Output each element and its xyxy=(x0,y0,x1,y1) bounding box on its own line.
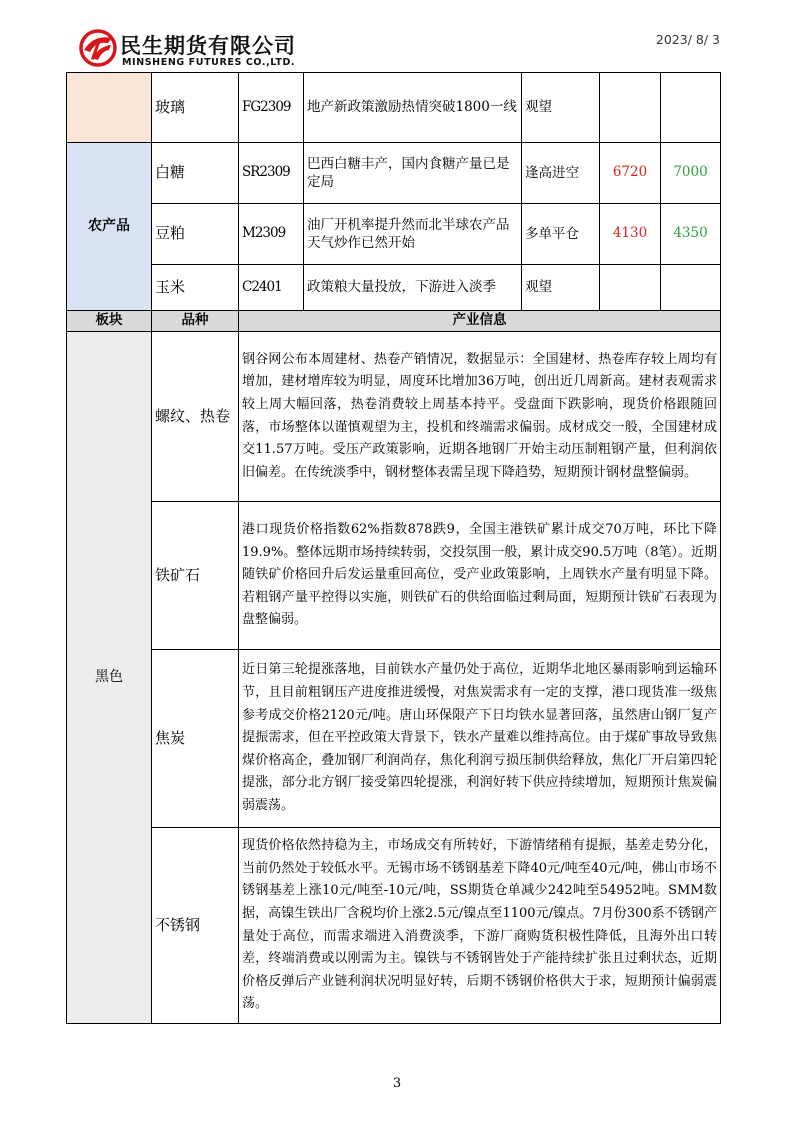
futures-table xyxy=(66,72,721,1024)
info-table-header xyxy=(67,311,721,332)
contract-code: M2309 xyxy=(239,204,304,265)
entry-price xyxy=(600,73,661,143)
variety-cell: 白糖 xyxy=(152,143,239,204)
report-date: 2023/ 8/ 3 xyxy=(655,32,720,47)
variety-cell: 焦炭 xyxy=(152,650,239,828)
variety-cell: 螺纹、热卷 xyxy=(152,332,239,502)
sector-cell-agri: 农产品 xyxy=(67,143,152,311)
industry-info-cell: 钢谷网公布本周建材、热卷产销情况，数据显示：全国建材、热卷库存较上周均有增加，建材增库较为明显，周度环比增加36万吨，创出近几周新高。建材表观需求较上周大幅回落，热卷消费较上周基本持平。受盘面下跌影响，现货价格跟随回落，市场整体以谨慎观望为主，投机和终端需求偏弱。成材成交一般，全国建材成交11.57万吨。受压产政策影响，近期各地钢厂开始主动压制粗钢产量，但利润依旧偏差。在传统淡季中，钢材整体表需呈现下降趋势，短期预计钢材盘整偏弱。 xyxy=(239,332,721,502)
page-header xyxy=(78,26,720,72)
strategy-cell: 多单平仓 xyxy=(522,204,600,265)
table-row xyxy=(67,73,721,143)
company-name-en: MINSHENG FUTURES CO.,LTD. xyxy=(122,57,296,68)
strategy-cell: 观望 xyxy=(522,265,600,311)
industry-info-cell: 近日第三轮提涨落地，目前铁水产量仍处于高位，近期华北地区暴雨影响到运输环节，且目前粗钢压产进度推进缓慢，对焦炭需求有一定的支撑，港口现货准一级焦参考成交价格2120元/吨。唐山环保限产下日均铁水显著回落，虽然唐山钢厂复产提振需求，但在平控政策大背景下，铁水产量难以维持高位。由于煤矿事故导致焦煤价格高企，叠加钢厂利润尚存，焦化利润亏损压制供给释放，焦化厂开启第四轮提涨，部分北方钢厂接受第四轮提涨，利润好转下供应持续增加，短期预计焦炭偏弱震荡。 xyxy=(239,650,721,828)
logic-cell: 地产新政策激励热情突破1800一线 xyxy=(304,73,522,143)
variety-cell: 不锈钢 xyxy=(152,828,239,1024)
page-number: 3 xyxy=(392,1076,402,1091)
variety-cell: 玉米 xyxy=(152,265,239,311)
contract-code: SR2309 xyxy=(239,143,304,204)
industry-info-cell: 现货价格依然持稳为主，市场成交有所转好，下游情绪稍有提振，基差走势分化，当前仍然处于较低水平。无锡市场不锈钢基差下降40元/吨至40元/吨，佛山市场不锈钢基差上涨10元/吨至-10元/吨，SS期货仓单减少242吨至54952吨。SMM数据，高镍生铁出厂含税均价上涨2.5元/镍点至1100元/镍点。7月份300系不锈钢产量处于高位，而需求端进入消费淡季，下游厂商购货积极性降低，且海外出口转差，终端消费或以刚需为主。镍铁与不锈钢皆处于产能持续扩张且过剩状态，近期价格反弹后产业链利润状况明显好转，后期不锈钢价格供大于求，短期预计偏弱震荡。 xyxy=(239,828,721,1024)
industry-info-cell: 港口现货价格指数62%指数878跌9，全国主港铁矿累计成交70万吨，环比下降19.9%。整体远期市场持续转弱，交投氛围一般，累计成交90.5万吨（8笔）。近期随铁矿价格回升后发运量重回高位，受产业政策影响，上周铁水产量有明显下降。若粗钢产量平控得以实施，则铁矿石的供给面临过剩局面，短期预计铁矿石表现为盘整偏弱。 xyxy=(239,502,721,650)
entry-price: 6720 xyxy=(600,143,661,204)
header-sector: 板块 xyxy=(67,311,152,332)
sector-cell-black: 黑色 xyxy=(67,332,152,1024)
header-variety: 品种 xyxy=(152,311,239,332)
contract-code: C2401 xyxy=(239,265,304,311)
company-name-cn: 民生期货有限公司 xyxy=(120,34,296,58)
strategy-cell: 逢高进空 xyxy=(522,143,600,204)
minsheng-logo-icon xyxy=(78,28,118,68)
target-price xyxy=(661,73,721,143)
logic-cell: 油厂开机率提升然而北半球农产品天气炒作已然开始 xyxy=(304,204,522,265)
entry-price: 4130 xyxy=(600,204,661,265)
header-info: 产业信息 xyxy=(239,311,721,332)
table-row xyxy=(67,502,721,650)
variety-cell: 玻璃 xyxy=(152,73,239,143)
table-row xyxy=(67,650,721,828)
table-row xyxy=(67,204,721,265)
variety-cell: 豆粕 xyxy=(152,204,239,265)
target-price: 4350 xyxy=(661,204,721,265)
target-price xyxy=(661,265,721,311)
table-row xyxy=(67,828,721,1024)
target-price: 7000 xyxy=(661,143,721,204)
entry-price xyxy=(600,265,661,311)
contract-code: FG2309 xyxy=(239,73,304,143)
logic-cell: 政策粮大量投放，下游进入淡季 xyxy=(304,265,522,311)
sector-cell-building xyxy=(67,73,152,143)
table-row xyxy=(67,143,721,204)
logic-cell: 巴西白糖丰产，国内食糖产量已是定局 xyxy=(304,143,522,204)
table-row xyxy=(67,265,721,311)
variety-cell: 铁矿石 xyxy=(152,502,239,650)
strategy-cell: 观望 xyxy=(522,73,600,143)
table-row xyxy=(67,332,721,502)
